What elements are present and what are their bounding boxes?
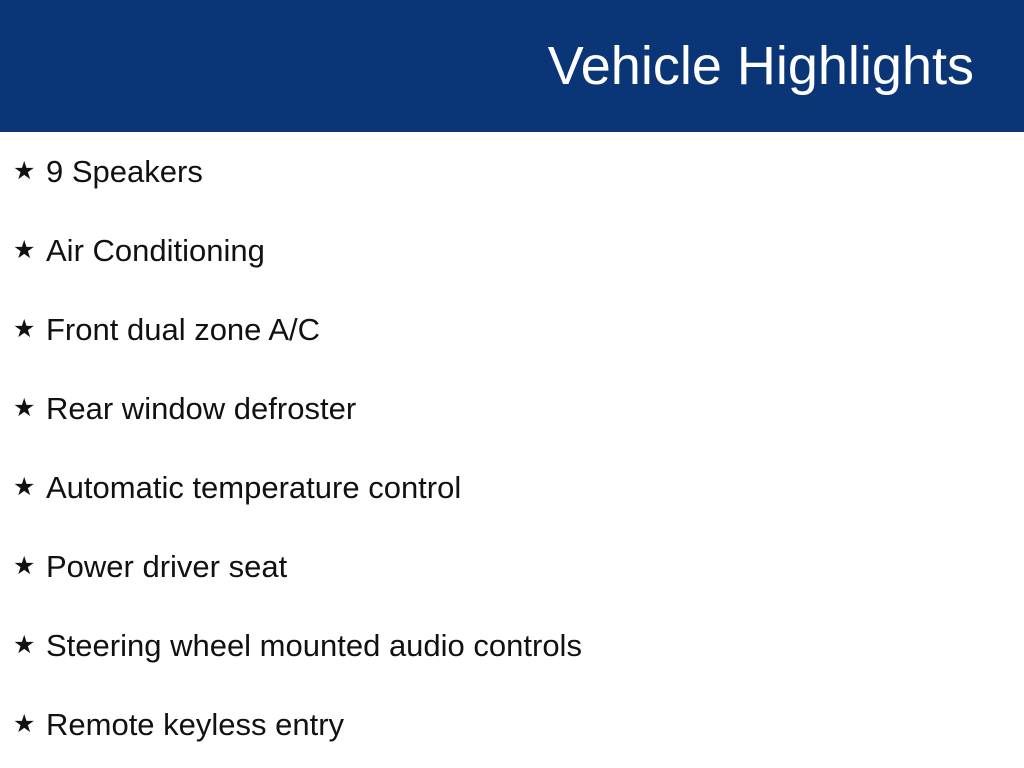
list-item: [13, 369, 1024, 448]
star-bullet-icon: ★: [13, 631, 36, 659]
star-bullet-icon: ★: [13, 236, 36, 264]
list-item: [13, 448, 1024, 527]
list-item: [13, 527, 1024, 606]
star-bullet-icon: ★: [13, 552, 36, 580]
list-item-label: Air Conditioning: [46, 232, 265, 268]
list-item-label: Remote keyless entry: [46, 706, 345, 742]
list-item-label: Automatic temperature control: [46, 469, 462, 505]
list-item: [13, 132, 1024, 211]
list-item: [13, 685, 1024, 764]
list-item-label: 9 Speakers: [46, 153, 203, 189]
highlights-list: [0, 132, 1024, 764]
title-banner: [0, 0, 1024, 132]
slide-body: [0, 132, 1024, 764]
star-bullet-icon: ★: [13, 473, 36, 501]
slide-title: Vehicle Highlights: [547, 36, 974, 96]
list-item-label: Rear window defroster: [46, 390, 357, 426]
list-item: [13, 606, 1024, 685]
list-item: [13, 211, 1024, 290]
star-bullet-icon: ★: [13, 315, 36, 343]
star-bullet-icon: ★: [13, 710, 36, 738]
list-item-label: Front dual zone A/C: [46, 311, 320, 347]
list-item-label: Steering wheel mounted audio controls: [46, 627, 582, 663]
list-item: [13, 290, 1024, 369]
list-item-label: Power driver seat: [46, 548, 288, 584]
star-bullet-icon: ★: [13, 394, 36, 422]
star-bullet-icon: ★: [13, 157, 36, 185]
